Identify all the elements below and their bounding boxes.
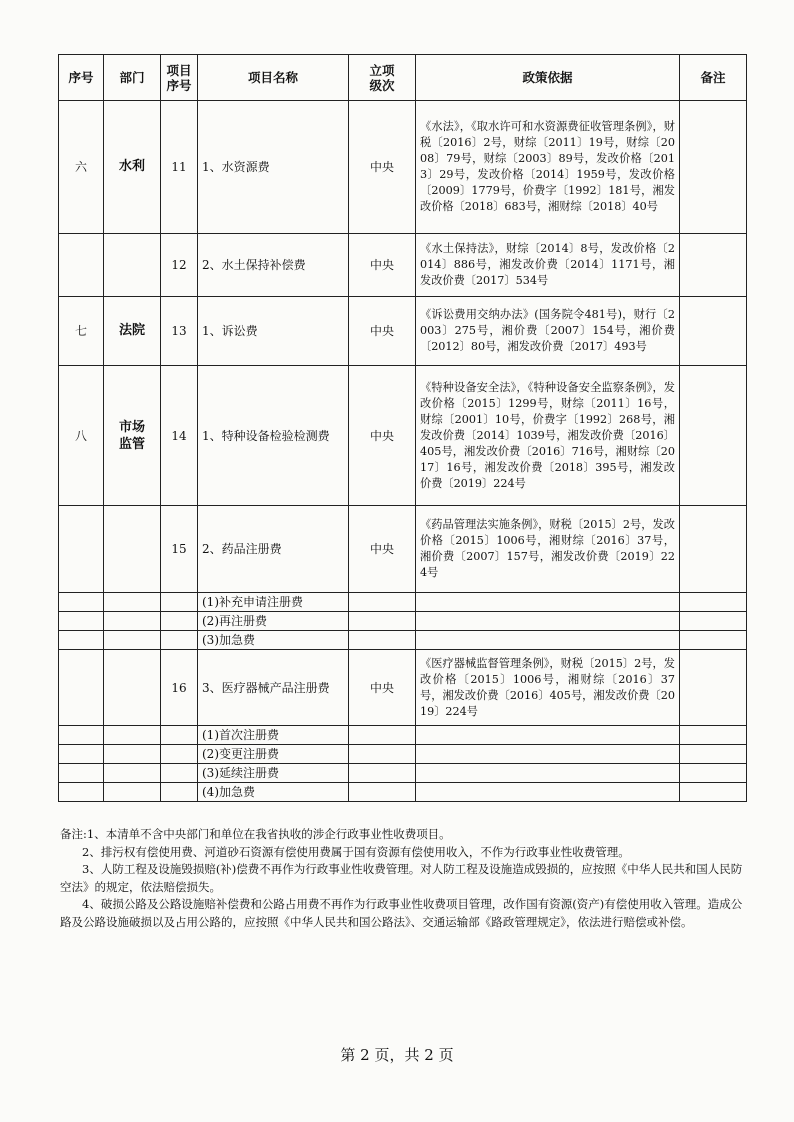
row-dept: 水利 [104,101,161,234]
row-level: 中央 [349,366,416,506]
row-remark [680,101,747,234]
table-row [59,506,747,593]
row-name: 3、医疗器械产品注册费 [198,650,349,726]
table-row [59,631,747,650]
row-name: 1、诉讼费 [198,297,349,366]
header-remark: 备注 [680,55,747,101]
row-basis: 《特种设备安全法》，《特种设备安全监察条例》，发改价格〔2015〕1299号，财综〔2011〕16号，财综〔2001〕10号，价费字〔1992〕268号，湘发改价费〔2014〕1039号，湘发改价费〔2016〕405号，湘发改价费〔2016〕716号，湘财综〔2017〕16号，湘发改价费〔2018〕395号，湘发改价费〔2019〕224号 [416,366,680,506]
row-basis: 《诉讼费用交纳办法》(国务院令481号)，财行〔2003〕275号，湘价费〔2007〕154号，湘价费〔2012〕80号，湘发改价费〔2017〕493号 [416,297,680,366]
row-name: (3)延续注册费 [198,764,349,783]
row-name: (1)补充申请注册费 [198,593,349,612]
row-seq [59,234,104,297]
row-basis: 《水法》，《取水许可和水资源费征收管理条例》，财税〔2016〕2号，财综〔2011〕19号，财综〔2008〕79号，财综〔2003〕89号，发改价格〔2013〕29号，发改价格〔2014〕1959号，发改价格〔2009〕1779号，价费字〔1992〕181号，湘发改价格〔2018〕683号，湘财综〔2018〕40号 [416,101,680,234]
header-item-name: 项目名称 [198,55,349,101]
row-name: 2、水土保持补偿费 [198,234,349,297]
row-name: (2)再注册费 [198,612,349,631]
table-row [59,297,747,366]
row-dept [104,650,161,726]
row-num: 15 [161,506,198,593]
row-name: 2、药品注册费 [198,506,349,593]
row-num: 13 [161,297,198,366]
row-name: 1、特种设备检验检测费 [198,366,349,506]
table-row [59,745,747,764]
header-level: 立项级次 [349,55,416,101]
row-dept [104,506,161,593]
row-level: 中央 [349,506,416,593]
row-num: 11 [161,101,198,234]
row-seq [59,506,104,593]
row-remark [680,650,747,726]
row-seq: 六 [59,101,104,234]
row-level: 中央 [349,234,416,297]
header-basis: 政策依据 [416,55,680,101]
table-row [59,764,747,783]
row-name: 1、水资源费 [198,101,349,234]
row-level: 中央 [349,101,416,234]
table-row [59,783,747,802]
row-remark [680,506,747,593]
header-dept: 部门 [104,55,161,101]
row-seq [59,650,104,726]
row-remark [680,234,747,297]
row-basis: 《药品管理法实施条例》，财税〔2015〕2号，发改价格〔2015〕1006号，湘财综〔2016〕37号，湘价费〔2007〕157号，湘发改价费〔2019〕224号 [416,506,680,593]
table-row [59,234,747,297]
page-number: 第 2 页，共 2 页 [340,1046,454,1064]
header-item-seq: 项目序号 [161,55,198,101]
row-num: 12 [161,234,198,297]
row-num: 16 [161,650,198,726]
row-basis: 《医疗器械监督管理条例》，财税〔2015〕2号，发改价格〔2015〕1006号，湘财综〔2016〕37号，湘发改价费〔2016〕405号，湘发改价费〔2019〕224号 [416,650,680,726]
table-row [59,612,747,631]
fee-table [58,54,747,802]
note-1: 备注:1、本清单不含中央部门和单位在我省执收的涉企行政事业性收费项目。 [60,827,451,841]
row-name: (2)变更注册费 [198,745,349,764]
row-remark [680,297,747,366]
row-dept: 市场监管 [104,366,161,506]
table-header-row [59,55,747,101]
row-name: (1)首次注册费 [198,726,349,745]
row-dept [104,234,161,297]
note-4: 4、破损公路及公路设施赔补偿费和公路占用费不再作为行政事业性收费项目管理，改作国有资源(资产)有偿使用收入管理。造成公路及公路设施破损以及占用公路的，应按照《中华人民共和国公路法》、交通运输部《路政管理规定》，依法进行赔偿或补偿。 [60,897,743,929]
table-row [59,101,747,234]
notes-section [60,826,750,931]
table-row [59,726,747,745]
row-level: 中央 [349,650,416,726]
note-3: 3、人防工程及设施毁损赔(补)偿费不再作为行政事业性收费管理。对人防工程及设施造成毁损的，应按照《中华人民共和国人民防空法》的规定，依法赔偿损失。 [60,862,743,894]
note-2: 2、排污权有偿使用费、河道砂石资源有偿使用费属于国有资源有偿使用收入，不作为行政事业性收费管理。 [82,844,630,859]
row-name: (4)加急费 [198,783,349,802]
row-remark [680,366,747,506]
row-dept: 法院 [104,297,161,366]
row-basis: 《水土保持法》，财综〔2014〕8号，发改价格〔2014〕886号，湘发改价费〔2014〕1171号，湘发改价费〔2017〕534号 [416,234,680,297]
table-row [59,366,747,506]
row-level: 中央 [349,297,416,366]
table-row [59,650,747,726]
row-seq: 八 [59,366,104,506]
row-num: 14 [161,366,198,506]
table-row [59,593,747,612]
header-seq: 序号 [59,55,104,101]
row-name: (3)加急费 [198,631,349,650]
row-seq: 七 [59,297,104,366]
